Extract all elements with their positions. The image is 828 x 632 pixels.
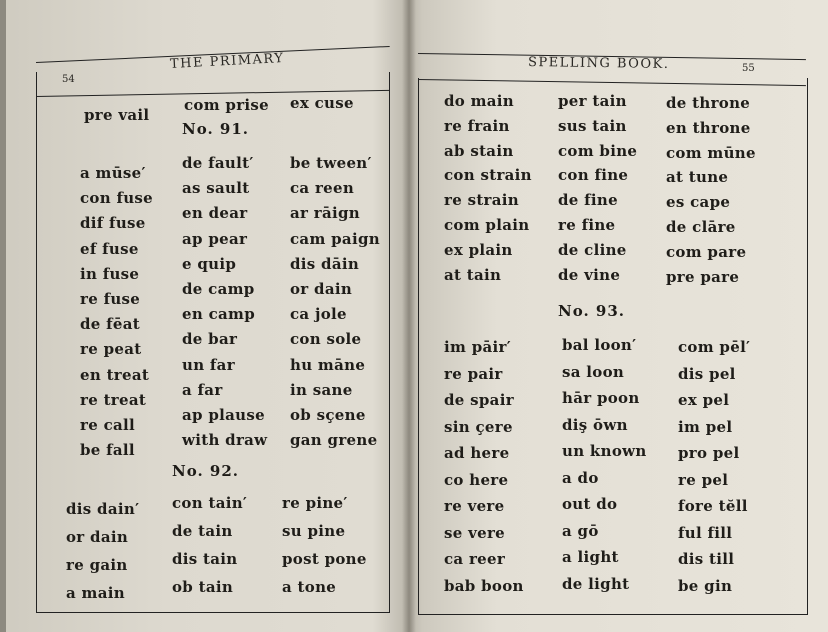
spelling-word: re vere: [444, 497, 505, 515]
spelling-word: fore tĕll: [678, 497, 748, 515]
spelling-word: ob sçene: [290, 406, 366, 424]
spelling-word: bab boon: [444, 576, 524, 595]
spelling-word: be tween′: [290, 154, 372, 172]
spelling-word: ful fill: [678, 523, 733, 542]
spelling-word: con tain′: [172, 494, 248, 512]
spelling-word: de camp: [182, 280, 255, 298]
right-page: [412, 0, 828, 632]
spelling-word: re peat: [80, 340, 142, 359]
spelling-word: con fuse: [80, 189, 154, 208]
spelling-word: ap pear: [182, 229, 248, 248]
spelling-word: re fuse: [80, 290, 141, 308]
spelling-word: or dain: [290, 280, 353, 298]
spelling-word: sa loon: [562, 362, 625, 381]
spelling-word: with draw: [182, 431, 268, 450]
spelling-word: ex cuse: [290, 94, 354, 112]
spelling-word: un known: [562, 442, 647, 460]
right-page-number: 55: [742, 63, 755, 74]
spelling-word: or dain: [66, 528, 129, 546]
spelling-word: ca reen: [290, 179, 355, 198]
spelling-word: en throne: [666, 118, 751, 137]
spelling-word: su pine: [282, 522, 346, 540]
spelling-word: com mūne: [666, 143, 756, 162]
spelling-word: dif fuse: [80, 214, 146, 233]
spelling-word: a do: [562, 468, 599, 487]
spelling-word: cam paign: [290, 229, 380, 248]
left-page: [0, 0, 408, 632]
spelling-word: re strain: [444, 191, 519, 210]
spelling-word: de spair: [444, 391, 514, 409]
spelling-word: com pēl′: [678, 338, 751, 356]
spelling-word: im pel: [678, 417, 733, 436]
spelling-word: un far: [182, 355, 235, 374]
spelling-word: a main: [66, 584, 125, 602]
spelling-word: de cline: [558, 240, 627, 259]
spelling-word: re pel: [678, 470, 729, 489]
spelling-word: a mūse′: [80, 164, 146, 182]
spelling-word: de bar: [182, 330, 238, 349]
spelling-word: post pone: [282, 550, 367, 568]
spelling-word: ef fuse: [80, 239, 139, 258]
spelling-word: con fine: [558, 166, 629, 185]
spelling-word: at tain: [444, 265, 502, 284]
spelling-word: a tone: [282, 578, 337, 596]
spelling-word: in fuse: [80, 264, 140, 283]
spelling-word: com bine: [558, 141, 638, 160]
spelling-word: sin çere: [444, 417, 513, 436]
spelling-word: con sole: [290, 330, 362, 349]
spelling-word: re fine: [558, 216, 616, 234]
spelling-word: out do: [562, 495, 618, 513]
spelling-word: de vine: [558, 265, 621, 284]
spelling-word: pre vail: [84, 106, 150, 124]
spelling-word: a gō: [562, 521, 599, 540]
spelling-word: e quip: [182, 254, 237, 273]
spelling-word: bal loon′: [562, 336, 637, 354]
spelling-word: com pare: [666, 242, 747, 261]
spelling-word: hār poon: [562, 389, 640, 407]
spelling-word: re frain: [444, 116, 510, 135]
spelling-word: im pāir′: [444, 338, 511, 356]
right-running-head: SPELLING BOOK.: [527, 55, 670, 72]
spelling-word: sus tain: [558, 116, 627, 135]
spelling-word: do main: [444, 92, 515, 110]
spelling-word: dis dain′: [66, 500, 140, 518]
spelling-word: pre pare: [666, 267, 740, 286]
spelling-word: be fall: [80, 441, 135, 460]
spelling-word: com plain: [444, 216, 530, 234]
spelling-word: de fault′: [182, 154, 254, 172]
spelling-word: pro pel: [678, 444, 740, 462]
spelling-word: com prise: [184, 96, 270, 114]
spelling-word: ex plain: [444, 240, 513, 259]
spelling-word: ar rāign: [290, 204, 360, 223]
spelling-word: ca reer: [444, 550, 506, 568]
spelling-word: de clāre: [666, 218, 736, 236]
spelling-word: de throne: [666, 94, 751, 112]
spelling-word: ab stain: [444, 141, 514, 160]
spelling-word: dis tain: [172, 550, 238, 568]
left-page-number: 54: [62, 74, 75, 85]
spelling-word: re pine′: [282, 494, 348, 512]
spelling-word: per tain: [558, 92, 627, 110]
section-number: No. 93.: [558, 302, 625, 320]
spelling-word: ob tain: [172, 578, 234, 596]
spelling-word: a far: [182, 380, 223, 399]
spelling-word: en dear: [182, 204, 248, 223]
spelling-word: ca jole: [290, 305, 347, 324]
spelling-word: dis dāin: [290, 254, 360, 273]
spelling-word: be gin: [678, 576, 733, 595]
spelling-word: ex pel: [678, 391, 730, 409]
spelling-word: gan grene: [290, 431, 378, 450]
spelling-word: ad here: [444, 444, 510, 462]
spelling-word: hu māne: [290, 355, 366, 374]
left-running-head: THE PRIMARY: [169, 51, 285, 72]
spelling-word: re pair: [444, 364, 503, 383]
spelling-word: diş ōwn: [562, 415, 628, 434]
spelling-word: de light: [562, 574, 630, 593]
spelling-word: de tain: [172, 522, 233, 540]
spelling-word: se vere: [444, 523, 506, 542]
spelling-word: a light: [562, 548, 619, 566]
section-number: No. 91.: [182, 120, 249, 138]
spelling-word: dis till: [678, 550, 735, 568]
spelling-word: in sane: [290, 380, 353, 399]
spelling-word: re treat: [80, 390, 147, 409]
spelling-word: as sault: [182, 179, 250, 198]
spelling-word: de fēat: [80, 315, 140, 334]
spelling-word: con strain: [444, 166, 532, 185]
spelling-word: en treat: [80, 365, 150, 384]
section-number: No. 92.: [172, 462, 239, 480]
spelling-word: re gain: [66, 556, 128, 574]
spelling-word: en camp: [182, 305, 255, 324]
spelling-word: re call: [80, 416, 136, 434]
spelling-word: ap plause: [182, 406, 265, 424]
spelling-word: at tune: [666, 168, 729, 187]
spelling-word: dis pel: [678, 364, 736, 383]
spelling-word: es cape: [666, 193, 731, 212]
spelling-word: de fine: [558, 191, 618, 210]
spelling-word: co here: [444, 470, 509, 489]
